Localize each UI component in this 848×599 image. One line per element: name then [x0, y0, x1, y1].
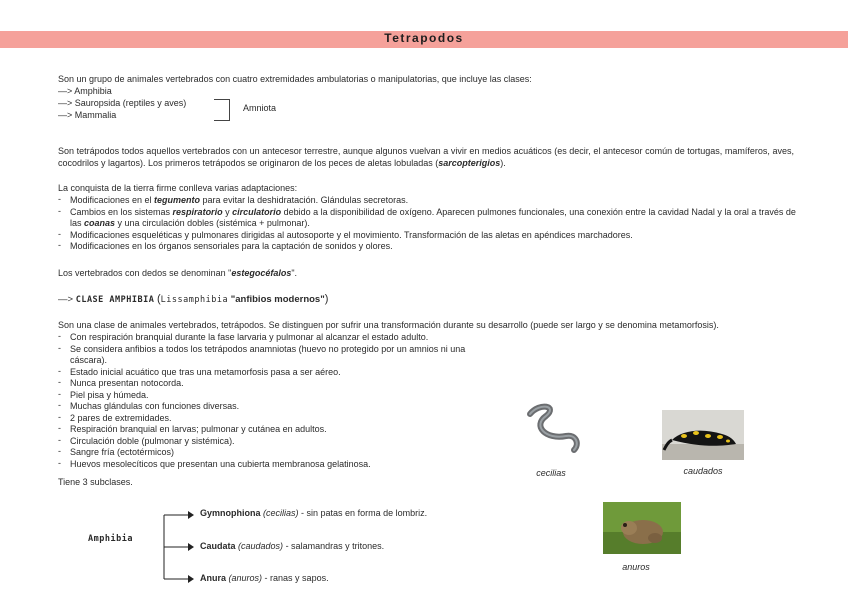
- definition-paragraph: [58, 146, 794, 169]
- class-mammalia: —> Mammalia: [58, 110, 117, 120]
- heading-common: "anfibios modernos": [230, 294, 325, 305]
- list-item: - Huevos mesolecíticos que presentan una cubierta membranosa gelatinosa.: [58, 459, 478, 471]
- term-coanas: coanas: [84, 218, 116, 228]
- toad-image: [603, 502, 681, 554]
- class-sauropsida: —> Sauropsida (reptiles y aves): [58, 98, 187, 108]
- branch-gymnophiona: Gymnophiona (cecilias) - sin patas en forma de lombriz.: [200, 508, 428, 518]
- term-sarcopterigios: sarcopterigios: [438, 157, 501, 168]
- amniota-label: Amniota: [243, 103, 277, 113]
- list-item: - Con respiración branquial durante la fase larvaria y pulmonar al alcanzar el estado adulto.: [58, 332, 478, 344]
- diagram-arrowhead-2: [188, 543, 194, 551]
- list-item: - Modificaciones esqueléticas y pulmonares dirigidas al autosoporte y el movimiento. Transformación de las aletas en apéndices marchadores.: [58, 230, 798, 242]
- estegocefalos-line: Los vertebrados con dedos se denominan "estegocéfalos".: [58, 268, 298, 278]
- term-circulatorio: circulatorio: [232, 206, 282, 217]
- list-item: - Sangre fría (ectotérmicos): [58, 447, 478, 459]
- diagram-arrowhead-3: [188, 575, 194, 583]
- diagram-root: Amphibia: [88, 534, 133, 544]
- branch-caudata: Caudata (caudados) - salamandras y tritones.: [200, 541, 385, 551]
- list-item: - Circulación doble (pulmonar y sistémica).: [58, 436, 478, 448]
- list-item: - Modificaciones en los órganos sensoriales para la captación de sonidos y olores.: [58, 241, 798, 253]
- cecilias-caption: cecilias: [536, 468, 566, 478]
- diagram-arrowhead-1: [188, 511, 194, 519]
- list-item: - Piel pisa y húmeda.: [58, 390, 478, 402]
- list-item: - Nunca presentan notocorda.: [58, 378, 478, 390]
- heading-latin: Lissamphibia: [160, 295, 229, 305]
- list-item: - 2 pares de extremidades.: [58, 413, 478, 425]
- subclasses-intro: Tiene 3 subclases.: [58, 477, 133, 487]
- amphibia-heading: —> CLASE AMPHIBIA (Lissamphibia "anfibios modernos"): [58, 293, 329, 305]
- cecilia-image: [518, 400, 584, 458]
- intro-text: Son un grupo de animales vertebrados con cuatro extremidades ambulatorias o manipulatorias, que incluye las clases:: [58, 74, 532, 84]
- list-item: - Respiración branquial en larvas; pulmonar y cutánea en adultos.: [58, 424, 478, 436]
- page-title: Tetrapodos: [384, 31, 464, 45]
- adaptations-list: [58, 195, 798, 253]
- amphibia-intro: Son una clase de animales vertebrados, tetrápodos. Se distinguen por sufrir una transformación durante su desarrollo (puede ser largo y se denomina metamorfosis).: [58, 320, 719, 330]
- definition-text: Son tetrápodos todos aquellos vertebrados con un antecesor terrestre, aunque algunos vuelvan a vivir en medios acuáticos (es decir, el antecesor común de tortugas, mamíferos, aves, cocodrilos y lagartos). Los primeros tetrápodos se originaron de los peces de aletas lobuladas (: [58, 146, 794, 168]
- term-tegumento: tegumento: [154, 195, 201, 205]
- class-amphibia: —> Amphibia: [58, 86, 112, 96]
- list-item: - Modificaciones en el tegumento para evitar la deshidratación. Glándulas secretoras.: [58, 195, 798, 207]
- branch-anura: Anura (anuros) - ranas y sapos.: [200, 573, 329, 583]
- definition-end: ).: [500, 157, 506, 168]
- heading-arrow: —>: [58, 294, 74, 305]
- list-item: - Muchas glándulas con funciones diversas.: [58, 401, 478, 413]
- term-estegocefalos: estegocéfalos: [231, 268, 292, 278]
- list-item: - Cambios en los sistemas respiratorio y circulatorio debido a la disponibilidad de oxígeno. Aparecen pulmones funcionales, una conexión entre la cavidad Nadal y la oral a través de las coanas y una circulación dobles (sistémica + pulmonar).: [58, 207, 798, 230]
- term-respiratorio: respiratorio: [172, 206, 223, 217]
- adaptations-intro: La conquista de la tierra firme conlleva varias adaptaciones:: [58, 183, 298, 193]
- amphibia-traits: [58, 332, 478, 470]
- salamander-image: [662, 410, 744, 460]
- heading-text: CLASE AMPHIBIA: [75, 295, 155, 305]
- list-item: - Se considera anfibios a todos los tetrápodos anamniotas (huevo no protegido por un amnios ni una cáscara).: [58, 344, 478, 367]
- caudados-caption: caudados: [683, 466, 723, 476]
- list-item: - Estado inicial acuático que tras una metamorfosis pasa a ser aéreo.: [58, 367, 478, 379]
- amniota-bracket: [214, 99, 230, 121]
- diagram-arrows: [150, 505, 195, 587]
- anuros-caption: anuros: [622, 562, 650, 572]
